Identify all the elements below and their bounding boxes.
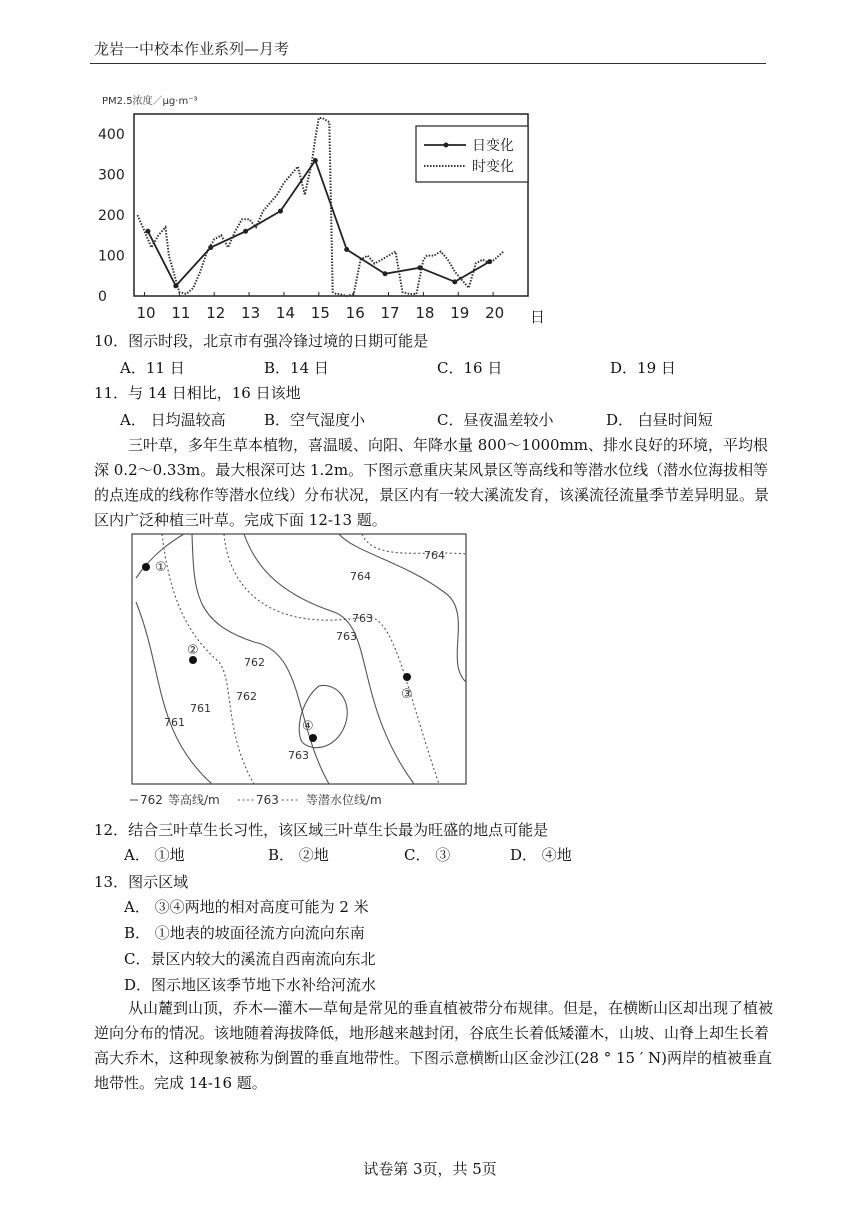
water-table-lines <box>162 534 466 784</box>
daily-point <box>173 283 178 288</box>
y-tick-label: 100 <box>98 248 125 265</box>
chart-ylabel: PM2.5浓度／μg·m⁻³ <box>102 96 198 107</box>
q10-option-b[interactable]: B．14 日 <box>264 359 329 377</box>
q13-option-a[interactable]: A． ③④两地的相对高度可能为 2 米 <box>124 898 369 916</box>
label-763-c: 763 <box>288 749 309 762</box>
legend-contour-value: 762 <box>140 793 163 807</box>
x-tick-label: 19 <box>450 304 470 322</box>
label-763-a: 763 <box>352 612 373 625</box>
label-764-b: 764 <box>350 570 371 583</box>
y-ticks <box>98 127 125 305</box>
daily-point <box>145 229 150 234</box>
q11-option-b[interactable]: B．空气湿度小 <box>264 411 366 429</box>
header-divider <box>90 63 766 64</box>
q12-option-d[interactable]: D． ④地 <box>510 846 572 864</box>
page-header: 龙岩一中校本作业系列—月考 <box>94 40 290 58</box>
legend-daily-label: 日变化 <box>472 138 514 154</box>
point-2-label: ② <box>187 643 199 658</box>
q11-stem: 11．与 14 日相比，16 日该地 <box>94 384 301 402</box>
q10-stem: 10．图示时段，北京市有强冷锋过境的日期可能是 <box>94 332 429 350</box>
label-761-a: 761 <box>190 702 211 715</box>
point-3-marker <box>403 673 411 681</box>
q11-option-c[interactable]: C．昼夜温差较小 <box>437 411 554 429</box>
map-frame <box>132 534 466 784</box>
chart-legend <box>416 126 528 182</box>
legend-water-value: 763 <box>256 793 279 807</box>
y-tick-label: 200 <box>98 208 125 225</box>
q13-option-c[interactable]: C．景区内较大的溪流自西南流向东北 <box>124 950 376 968</box>
q11-option-a[interactable]: A． 日均温较高 <box>120 411 226 429</box>
x-tick-label: 13 <box>241 304 261 322</box>
q13-option-b[interactable]: B． ①地表的坡面径流方向流向东南 <box>124 924 365 942</box>
label-764-a: 764 <box>424 549 445 562</box>
daily-point <box>344 247 349 252</box>
label-761-b: 761 <box>164 716 185 729</box>
daily-point <box>417 265 422 270</box>
q12-option-c[interactable]: C． ③ <box>404 846 451 864</box>
pm25-chart <box>94 88 554 328</box>
daily-point <box>383 271 388 276</box>
point-1-marker <box>142 563 150 571</box>
x-tick-label: 10 <box>136 304 156 322</box>
x-tick-label: 20 <box>485 304 505 322</box>
point-1-label: ① <box>155 560 167 575</box>
chart-xlabel: 日 <box>530 308 546 326</box>
q13-stem: 13．图示区域 <box>94 873 189 891</box>
label-763-b: 763 <box>336 630 357 643</box>
map-points <box>142 560 413 742</box>
page-footer: 试卷第 3页，共 5页 <box>363 1160 497 1178</box>
q13-option-d[interactable]: D．图示地区该季节地下水补给河流水 <box>124 976 377 994</box>
q10-option-a[interactable]: A．11 日 <box>120 359 185 377</box>
legend-contour-text: 等高线/m <box>168 793 220 807</box>
x-tick-label: 16 <box>345 304 365 322</box>
legend-daily-marker <box>444 143 449 148</box>
x-tick-label: 11 <box>171 304 191 322</box>
legend-water-text: 等潜水位线/m <box>306 793 382 807</box>
q10-option-d[interactable]: D．19 日 <box>610 359 676 377</box>
x-tick-label: 12 <box>206 304 226 322</box>
legend-hourly-label: 时变化 <box>472 159 514 175</box>
q12-stem: 12．结合三叶草生长习性，该区域三叶草生长最为旺盛的地点可能是 <box>94 821 549 839</box>
daily-point <box>487 259 492 264</box>
daily-point <box>278 209 283 214</box>
daily-point <box>452 279 457 284</box>
contour-map <box>124 532 474 814</box>
contour-lines <box>136 534 466 784</box>
label-762-a: 762 <box>244 656 265 669</box>
daily-point <box>313 158 318 163</box>
point-3-label: ③ <box>401 687 413 702</box>
q12-option-b[interactable]: B． ②地 <box>268 846 329 864</box>
passage-vegetation: 从山麓到山顶，乔木—灌木—草甸是常见的垂直植被带分布规律。但是，在横断山区却出现了植被逆向分布的情况。该地随着海拔降低，地形越来越封闭，谷底生长着低矮灌木，山坡、山脊上却生长着高大乔木，这种现象被称为倒置的垂直地带性。下图示意横断山区金沙江(28 ° 15 ′ N)两岸的植被垂直地带性。完成 14-16 题。 <box>94 999 774 1092</box>
x-tick-label: 14 <box>275 304 296 322</box>
point-4-label: ④ <box>302 719 314 734</box>
q11-option-d[interactable]: D． 白昼时间短 <box>606 411 713 429</box>
map-legend <box>130 792 382 807</box>
y-tick-label: 300 <box>98 167 125 184</box>
passage-clover: 三叶草，多年生草本植物，喜温暖、向阳、年降水量 800～1000mm、排水良好的环境，平均根深 0.2～0.33m。最大根深可达 1.2m。下图示意重庆某风景区等高线和等潜水位线（潜水位海拔相等的点连成的线称作等潜水位线）分布状况，景区内有一较大溪流发育，该溪流径流量季节差异明显。景区内广泛种植三叶草。完成下面 12-13 题。 <box>94 436 770 529</box>
daily-point <box>208 245 213 250</box>
x-tick-label: 18 <box>415 304 435 322</box>
y-tick-label: 0 <box>98 289 107 305</box>
q12-option-a[interactable]: A． ①地 <box>124 846 185 864</box>
point-4-marker <box>309 734 317 742</box>
y-tick-label: 400 <box>98 127 125 144</box>
x-tick-label: 15 <box>310 304 330 322</box>
daily-point <box>243 229 248 234</box>
x-tick-label: 17 <box>380 304 400 322</box>
q10-option-c[interactable]: C．16 日 <box>437 359 503 377</box>
label-762-b: 762 <box>236 690 257 703</box>
